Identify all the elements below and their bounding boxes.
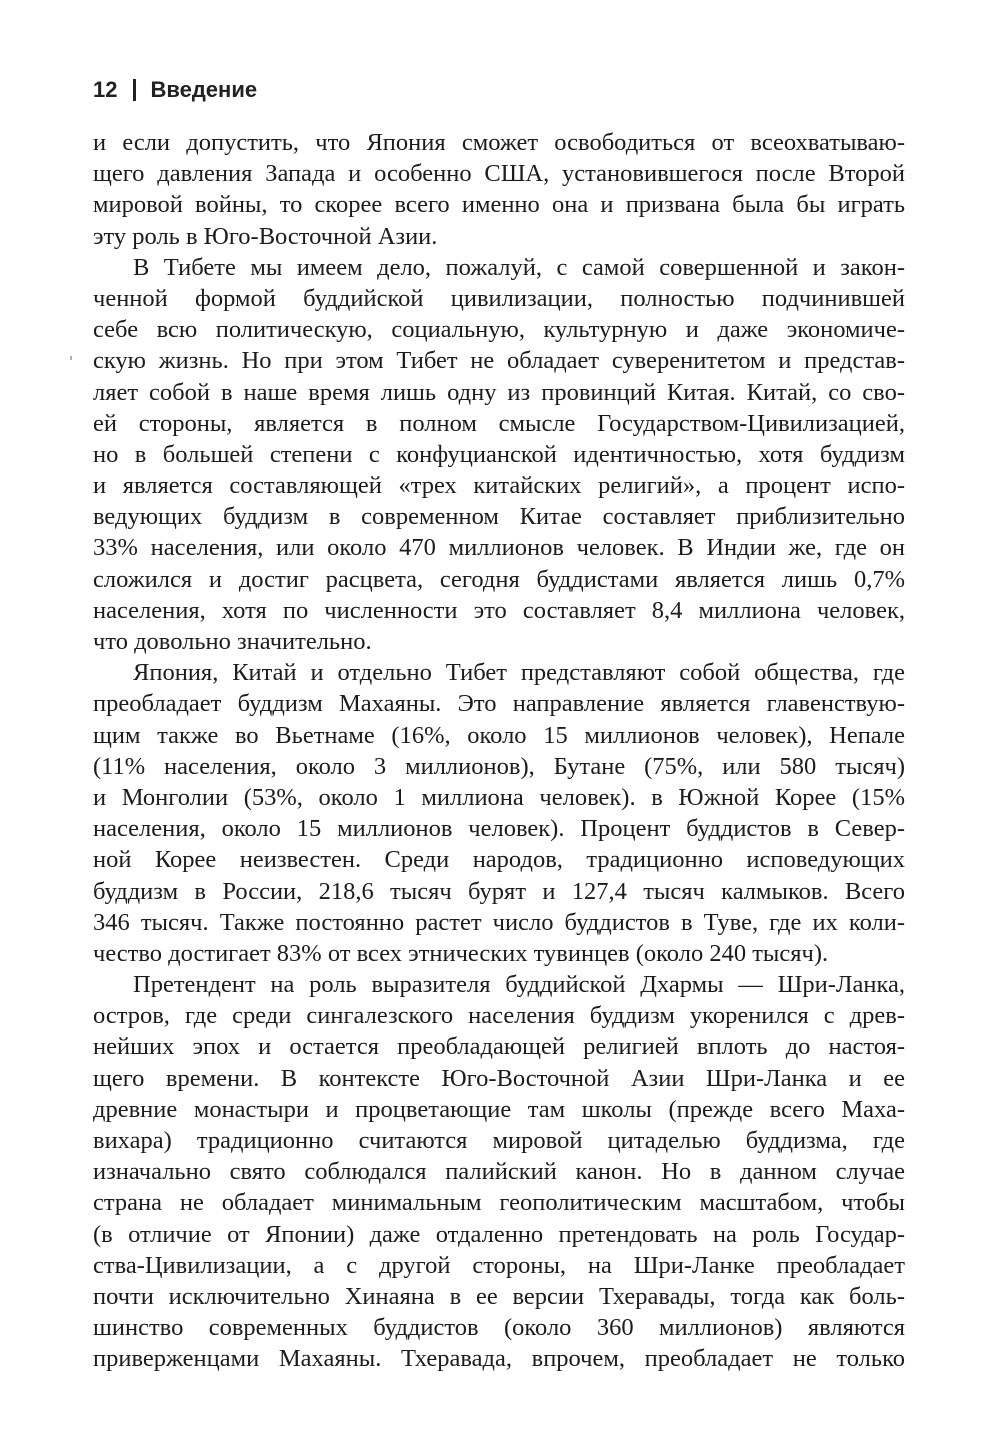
text-line: и если допустить, что Япония сможет освободиться от всеохватываю-	[93, 129, 905, 156]
text-line: 346 тысяч. Также постоянно растет число буддистов в Туве, где их коли-	[93, 908, 905, 936]
text-line: щим также во Вьетнаме (16%, около 15 миллионов человек), Непале	[93, 721, 905, 749]
text-line: (11% населения, около 3 миллионов), Бутане (75%, или 580 тысяч)	[93, 752, 905, 780]
paragraph-2	[93, 252, 905, 657]
text-line: себе всю политическую, социальную, культурную и даже экономиче-	[93, 316, 905, 344]
text-line: ной Корее неизвестен. Среди народов, традиционно исповедующих	[93, 846, 905, 874]
text-line: населения, около 15 миллионов человек). Процент буддистов в Север-	[93, 815, 905, 843]
margin-mark	[70, 356, 72, 360]
text-line: почти исключительно Хинаяна в ее версии Тхеравады, тогда как боль-	[93, 1282, 905, 1310]
text-line: шинство современных буддистов (около 360 миллионов) являются	[93, 1314, 905, 1342]
paragraph-3	[93, 657, 905, 969]
text-line: преобладает буддизм Махаяны. Это направление является главенствую-	[93, 690, 905, 718]
text-line: остров, где среди сингалезского населения буддизм укоренился с древ-	[93, 1002, 905, 1030]
text-line: скую жизнь. Но при этом Тибет не обладает суверенитетом и представ-	[93, 347, 905, 375]
text-line: щего давления Запада и особенно США, установившегося после Второй	[93, 160, 905, 188]
text-line: ведующих буддизм в современном Китае составляет приблизительно	[93, 503, 905, 531]
text-line: Претендент на роль выразителя буддийской Дхармы — Шри-Ланка,	[133, 971, 905, 999]
text-line: и Монголии (53%, около 1 миллиона человек). в Южной Корее (15%	[93, 783, 905, 811]
text-line: В Тибете мы имеем дело, пожалуй, с самой совершенной и закон-	[133, 253, 905, 281]
text-line: населения, хотя по численности это составляет 8,4 миллиона человек,	[93, 596, 905, 624]
text-line: ляет собой в наше время лишь одну из провинций Китая. Китай, со сво-	[93, 378, 905, 406]
text-line: ства-Цивилизации, а с другой стороны, на Шри-Ланке преобладает	[93, 1251, 905, 1279]
text-line: и является составляющей «трех китайских религий», а процент испо-	[93, 472, 905, 500]
text-line: страна не обладает минимальным геополитическим масштабом, чтобы	[93, 1189, 905, 1217]
text-line: буддизм в России, 218,6 тысяч бурят и 127,4 тысяч калмыков. Всего	[93, 877, 905, 905]
running-header	[93, 72, 257, 108]
text-line: Япония, Китай и отдельно Тибет представляют собой общества, где	[133, 659, 905, 687]
text-line: что довольно значительно.	[93, 628, 372, 655]
header-separator	[133, 79, 136, 101]
text-line: нейших эпох и остается преобладающей религией вплоть до настоя-	[93, 1033, 905, 1061]
page-number: 12	[93, 77, 118, 102]
text-line: (в отличие от Японии) даже отдаленно претендовать на роль Государ-	[93, 1220, 905, 1248]
text-line: приверженцами Махаяны. Тхеравада, впрочем, преобладает не только	[93, 1345, 905, 1373]
text-line: сложился и достиг расцвета, сегодня буддистами является лишь 0,7%	[93, 565, 905, 593]
text-line: мировой войны, то скорее всего именно она и призвана была бы играть	[93, 191, 905, 219]
text-line: древние монастыри и процветающие там школы (прежде всего Маха-	[93, 1095, 905, 1123]
section-title: Введение	[150, 77, 258, 102]
text-line: ей стороны, является в полном смысле Государством-Цивилизацией,	[93, 409, 905, 437]
paragraph-1	[93, 127, 905, 252]
text-line: вихара) традиционно считаются мировой цитаделью буддизма, где	[93, 1127, 905, 1154]
body-text	[93, 127, 905, 1375]
text-line: эту роль в Юго-Восточной Азии.	[93, 222, 438, 250]
text-line: чество достигает 83% от всех этнических тувинцев (около 240 тысяч).	[93, 939, 829, 967]
text-line: ченной формой буддийской цивилизации, полностью подчинившей	[93, 284, 905, 312]
text-line: но в большей степени с конфуцианской идентичностью, хотя буддизм	[93, 440, 905, 468]
text-line: щего времени. В контексте Юго-Восточной Азии Шри-Ланка и ее	[93, 1064, 905, 1092]
paragraph-4	[93, 969, 905, 1374]
text-line: изначально свято соблюдался палийский канон. Но в данном случае	[93, 1158, 905, 1186]
text-line: 33% населения, или около 470 миллионов человек. В Индии же, где он	[93, 534, 905, 562]
